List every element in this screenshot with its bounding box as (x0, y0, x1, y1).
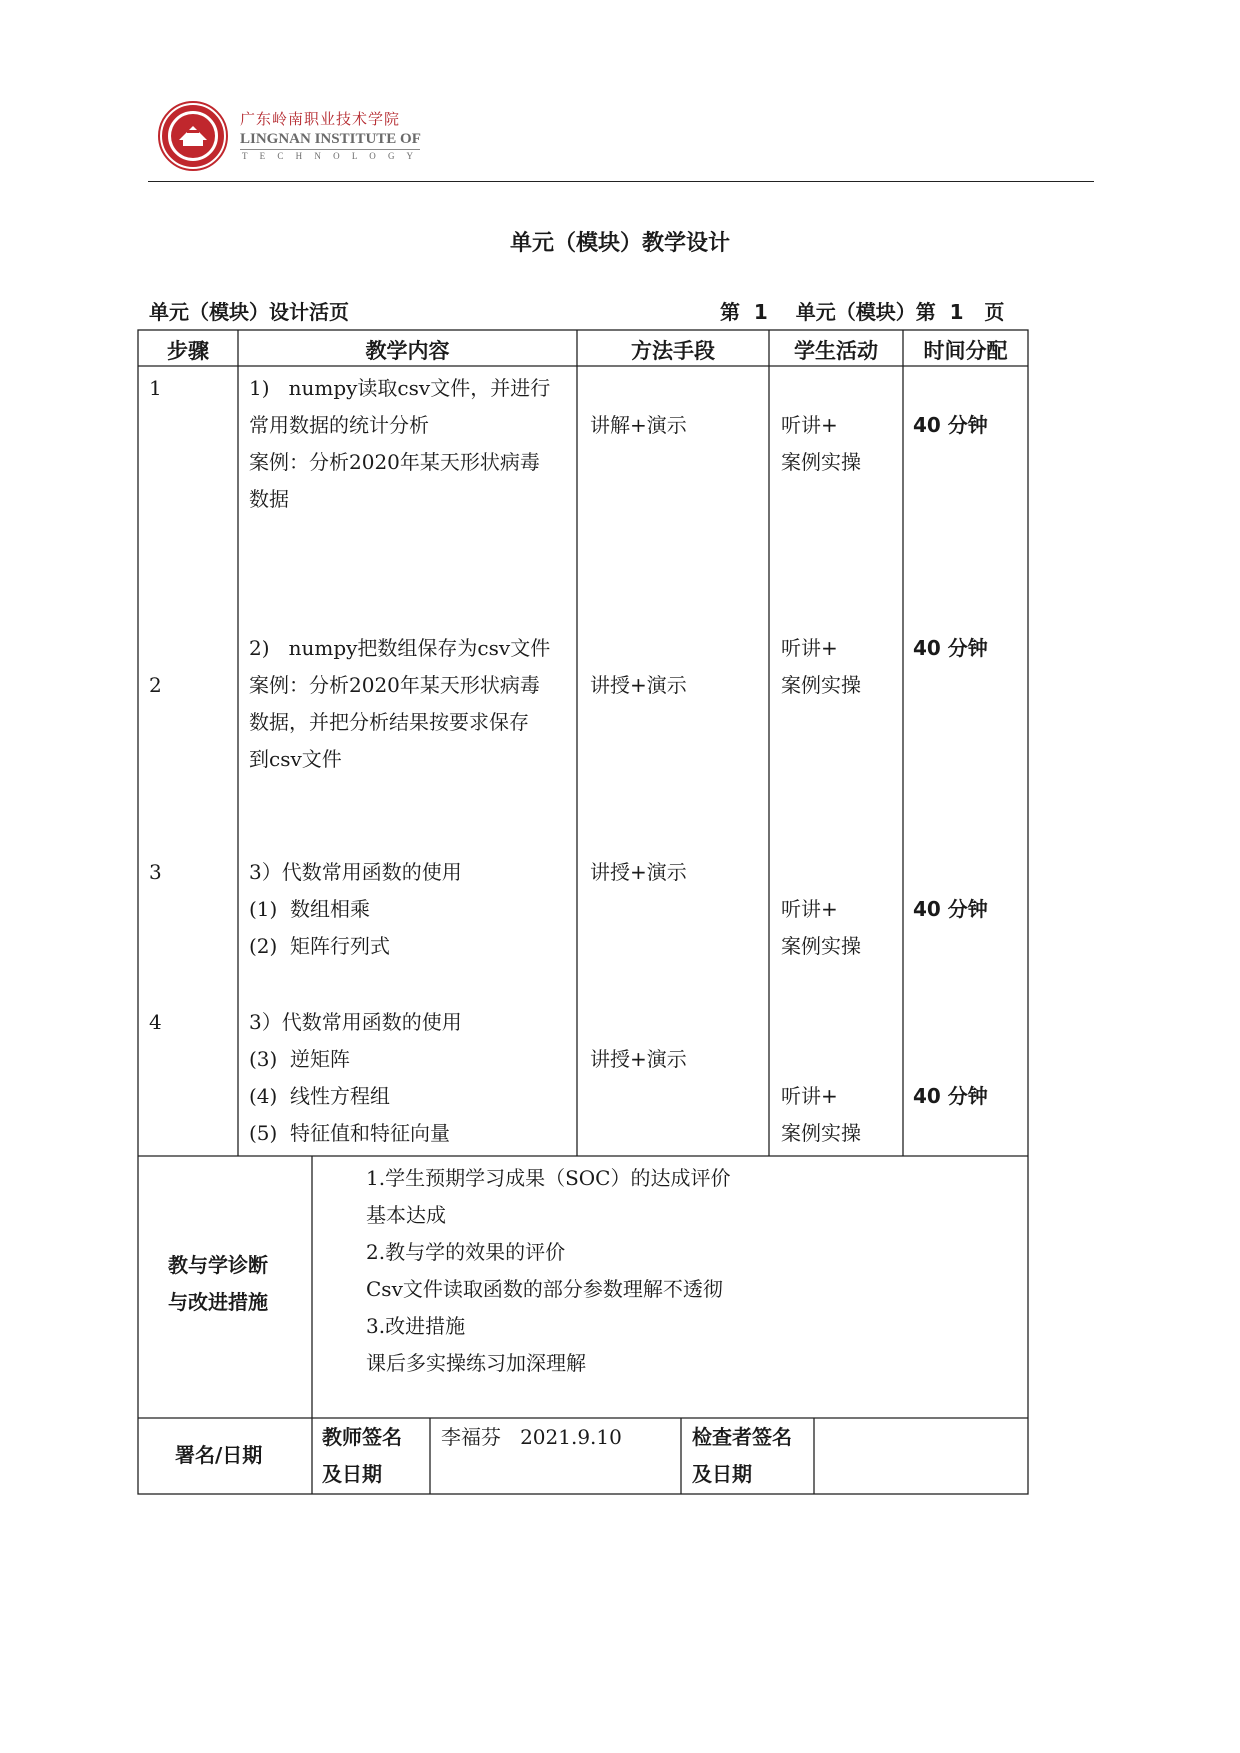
institute-name-en-sub: T E C H N O L O G Y (240, 149, 420, 161)
page-number: 第 1 单元（模块）第 1 页 (720, 300, 1005, 324)
content-line: 3）代数常用函数的使用 (249, 860, 462, 884)
activity-text: 听讲+ (781, 897, 838, 921)
page-label: 单元（模块）设计活页 (149, 300, 349, 324)
diagnosis-label: 教与学诊断 (168, 1253, 268, 1277)
header-activity: 学生活动 (794, 339, 878, 363)
content-line: 常用数据的统计分析 (249, 413, 429, 437)
header-method: 方法手段 (631, 339, 715, 363)
document-title: 单元（模块）教学设计 (509, 231, 730, 256)
content-line: 案例：分析2020年某天形状病毒 (249, 673, 540, 697)
content-line: 到csv文件 (249, 747, 342, 771)
time-text: 40 分钟 (913, 1084, 988, 1108)
diagnosis-line: 1.学生预期学习成果（SOC）的达成评价 (366, 1166, 731, 1190)
header-step: 步骤 (167, 339, 209, 363)
content-line: (4) 线性方程组 (249, 1084, 391, 1108)
method-text: 讲授+演示 (590, 860, 687, 884)
content-line: 2) numpy把数组保存为csv文件 (249, 636, 551, 660)
diagnosis-line: 2.教与学的效果的评价 (366, 1240, 566, 1264)
institute-name-block (240, 108, 421, 161)
teacher-sign-label: 教师签名 (322, 1425, 402, 1449)
time-text: 40 分钟 (913, 413, 988, 437)
content-line: (2) 矩阵行列式 (249, 934, 391, 958)
content-line: 3）代数常用函数的使用 (249, 1010, 462, 1034)
institute-logo (157, 100, 229, 172)
diagnosis-label: 与改进措施 (168, 1290, 268, 1314)
activity-text: 听讲+ (781, 636, 838, 660)
time-text: 40 分钟 (913, 897, 988, 921)
diagnosis-line: 基本达成 (366, 1203, 446, 1227)
activity-text: 案例实操 (781, 934, 861, 958)
diagnosis-line: 课后多实操练习加深理解 (366, 1351, 586, 1375)
institute-name-en: LINGNAN INSTITUTE OF (240, 131, 421, 147)
content-line: 数据 (249, 487, 289, 511)
activity-text: 听讲+ (781, 1084, 838, 1108)
signature-label: 署名/日期 (175, 1443, 263, 1467)
checker-sign-label: 检查者签名 (692, 1425, 792, 1449)
step-number: 3 (149, 860, 162, 884)
step-number: 2 (149, 673, 162, 697)
checker-sign-label: 及日期 (692, 1462, 752, 1486)
content-line: (1) 数组相乘 (249, 897, 371, 921)
header-time: 时间分配 (923, 339, 1008, 363)
activity-text: 案例实操 (781, 450, 861, 474)
institute-name-cn: 广东岭南职业技术学院 (240, 110, 401, 128)
diagnosis-line: Csv文件读取函数的部分参数理解不透彻 (366, 1277, 723, 1301)
content-line: 数据，并把分析结果按要求保存 (249, 710, 529, 734)
activity-text: 听讲+ (781, 413, 838, 437)
method-text: 讲解+演示 (590, 413, 687, 437)
activity-text: 案例实操 (781, 673, 861, 697)
content-line: (3) 逆矩阵 (249, 1047, 351, 1071)
content-line: 案例：分析2020年某天形状病毒 (249, 450, 540, 474)
step-number: 4 (149, 1010, 162, 1034)
header-content: 教学内容 (365, 339, 450, 363)
time-text: 40 分钟 (913, 636, 988, 660)
teacher-sign-label: 及日期 (322, 1462, 382, 1486)
activity-text: 案例实操 (781, 1121, 861, 1145)
content-line: (5) 特征值和特征向量 (249, 1121, 451, 1145)
method-text: 讲授+演示 (590, 673, 687, 697)
diagnosis-line: 3.改进措施 (366, 1314, 466, 1338)
content-line: 1) numpy读取csv文件，并进行 (249, 376, 551, 400)
header-divider (148, 181, 1094, 182)
step-number: 1 (149, 376, 162, 400)
method-text: 讲授+演示 (590, 1047, 687, 1071)
teacher-signature: 李福芬 2021.9.10 (441, 1425, 622, 1449)
